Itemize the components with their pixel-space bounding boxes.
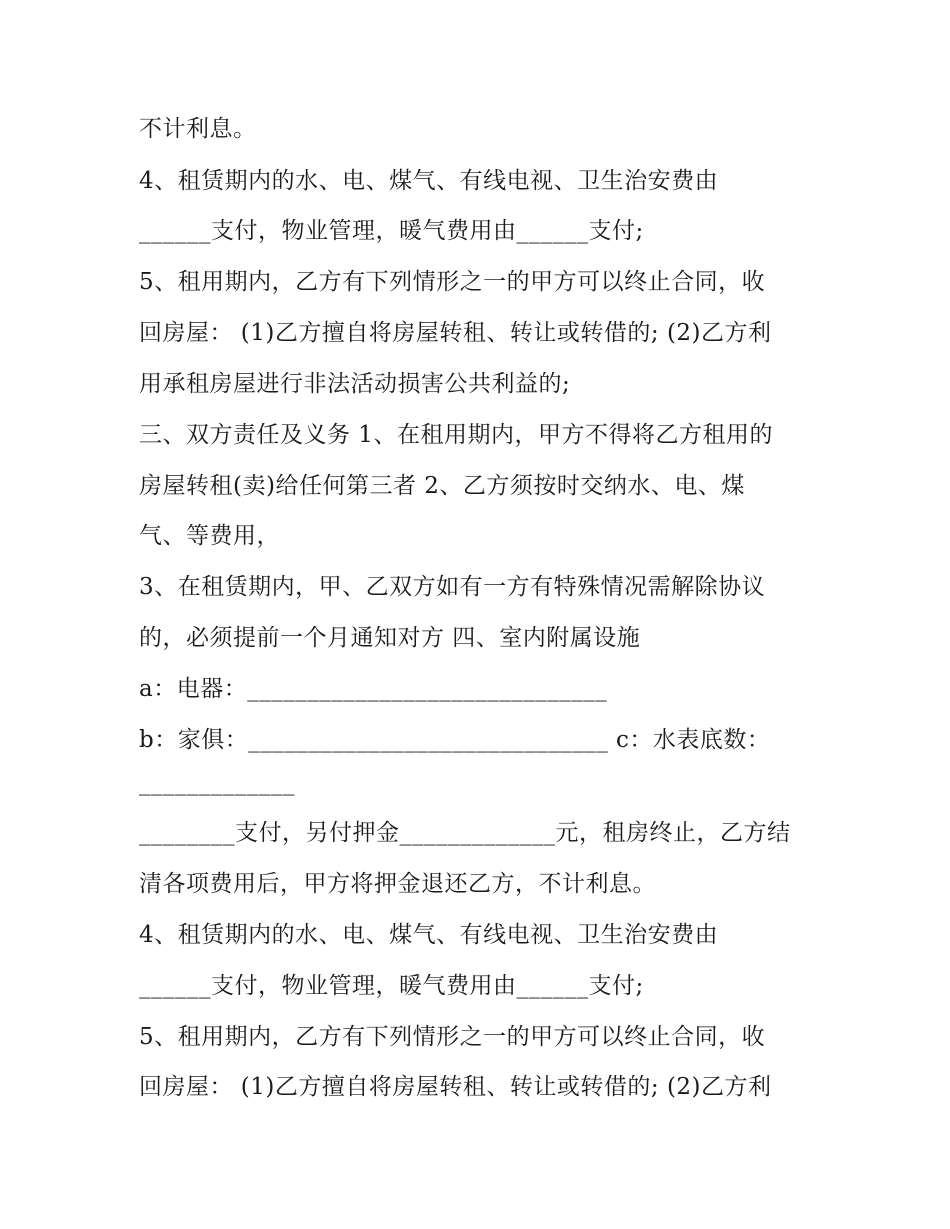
text-line: 房屋转租(卖)给任何第三者 2、乙方须按时交纳水、电、煤 — [139, 473, 745, 499]
text-line: 用承租房屋进行非法活动损害公共利益的; — [139, 371, 571, 397]
text-line: _____________ — [139, 770, 295, 796]
text-line: ______支付，物业管理，暖气费用由______支付; — [139, 973, 644, 999]
text-line: ________支付，另付押金_____________元，租房终止，乙方结 — [139, 820, 791, 846]
text-line: 不计利息。 — [139, 116, 257, 142]
text-line: 回房屋： (1)乙方擅自将房屋转租、转让或转借的; (2)乙方利 — [139, 1074, 772, 1100]
text-line: 的，必须提前一个月通知对方 四、室内附属设施 — [139, 625, 641, 651]
text-line: 气、等费用， — [139, 523, 280, 549]
text-line: 清各项费用后，甲方将押金退还乙方，不计利息。 — [139, 871, 656, 897]
text-line: 5、租用期内，乙方有下列情形之一的甲方可以终止合同，收 — [139, 1024, 766, 1050]
text-line: 4、租赁期内的水、电、煤气、有线电视、卫生治安费由 — [139, 922, 719, 948]
text-line: 回房屋： (1)乙方擅自将房屋转租、转让或转借的; (2)乙方利 — [139, 320, 772, 346]
text-line: 三、双方责任及义务 1、在租用期内，甲方不得将乙方租用的 — [139, 422, 773, 448]
text-line: ______支付，物业管理，暖气费用由______支付; — [139, 218, 644, 244]
text-line: 4、租赁期内的水、电、煤气、有线电视、卫生治安费由 — [139, 168, 719, 194]
text-line: a：电器：______________________________ — [139, 676, 608, 702]
text-line: 3、在租赁期内，甲、乙双方如有一方有特殊情况需解除协议 — [139, 574, 766, 600]
text-line: 5、租用期内，乙方有下列情形之一的甲方可以终止合同，收 — [139, 269, 766, 295]
text-line: b：家俱：______________________________ c：水表底数： — [139, 727, 771, 753]
